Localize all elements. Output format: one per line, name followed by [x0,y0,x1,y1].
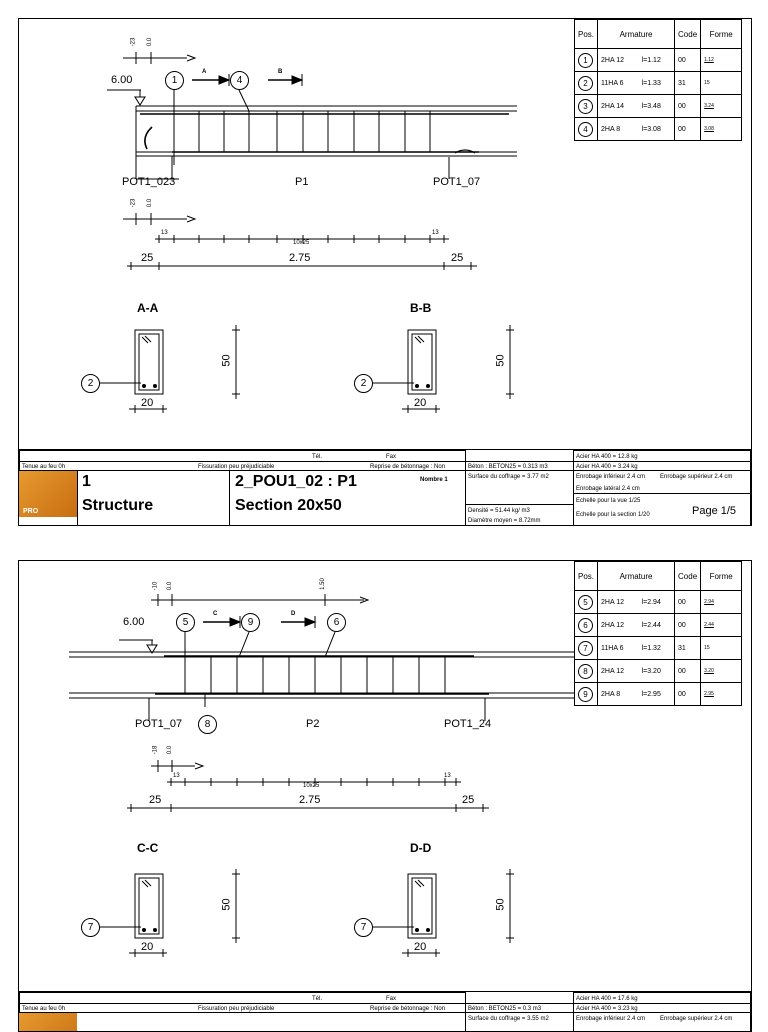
col-code: Code [675,20,701,49]
concrete-volume: Béton : BETON25 = 0.3 m3 [468,1006,542,1012]
steel-weight-2: Acier HA 400 = 3.24 kg [576,464,638,470]
cut-label: A [202,69,207,75]
view-scale: Echelle pour la vue 1/25 [576,498,641,504]
table-row[interactable] [575,118,742,141]
form-cell: 2.44 [701,614,742,637]
form-cell: 3.24 [701,95,742,118]
fax-label: Fax [386,454,397,460]
cover-top: Enrobage supérieur 2.4 cm [660,474,733,480]
length-cell: l=2.95 [639,683,675,706]
fax-label: Fax [386,996,397,1002]
cut-label: C [213,611,218,617]
concrete-volume: Béton : BETON25 = 0.313 m3 [468,464,548,470]
mid-dim-level: -18 [152,745,159,755]
section-label: Section 20x50 [235,497,342,514]
bar-marker[interactable]: 8 [198,715,217,734]
length-cell: l=2.94 [639,591,675,614]
pos-circle: 3 [578,99,593,114]
form-cell: 15 [701,637,742,660]
section-height: 50 [494,354,507,367]
quantity-label: Nombre 1 [420,477,448,483]
table-row[interactable] [575,72,742,95]
spacing-end-right: 13 [432,230,439,236]
section-title: A-A [137,301,159,315]
top-dim-end: 1.50 [319,578,326,590]
col-code: Code [675,562,701,591]
section-marker[interactable]: 2 [354,374,373,393]
armature-cell: 2HA 12 [598,591,639,614]
discipline-label: Structure [82,497,154,514]
app-logo [19,471,77,517]
tel-label: Tél. [312,996,323,1002]
length-cell: l=3.48 [639,95,675,118]
form-cell: 3.08 [701,118,742,141]
fire-rating: Tenue au feu 0h [22,1006,66,1012]
section-height: 50 [220,354,233,367]
overall-middle: 2.75 [299,794,321,806]
armature-cell: 2HA 12 [598,614,639,637]
code-cell: 00 [675,614,701,637]
cover-top: Enrobage supérieur 2.4 cm [660,1016,733,1022]
beam-name-label: P1 [295,176,309,188]
top-dim-zero: 0.0 [167,581,174,591]
table-row[interactable] [575,614,742,637]
section-height: 50 [220,898,233,911]
length-cell: l=1.12 [639,49,675,72]
mid-dim-level: -23 [130,198,137,208]
steel-weight-1: Acier HA 400 = 12.8 kg [576,454,638,460]
fire-rating: Tenue au feu 0h [22,464,66,470]
support-left-label: POT1_07 [135,718,183,730]
pos-circle: 5 [578,595,593,610]
spacing-end-right: 13 [444,773,451,779]
col-pos: Pos. [575,20,598,49]
col-forme: Forme [701,20,742,49]
col-forme: Forme [701,562,742,591]
overall-left: 25 [149,794,162,806]
concreting-joint: Reprise de bétonnage : Non [370,464,446,470]
cracking-class: Fissuration peu préjudiciable [198,1006,275,1012]
armature-cell: 2HA 8 [598,683,639,706]
support-right-label: POT1_07 [433,176,481,188]
table-row[interactable] [575,95,742,118]
spacing-end-left: 13 [173,773,180,779]
cut-label: B [278,69,283,75]
section-marker[interactable]: 7 [81,918,100,937]
col-armature: Armature [598,562,675,591]
cover-side: Enrobage latéral 2.4 cm [576,486,640,492]
top-dim-zero: 0.0 [147,37,154,47]
pos-circle: 1 [578,53,593,68]
table-row[interactable] [575,660,742,683]
cover-bottom: Enrobage inférieur 2.4 cm [576,474,646,480]
code-cell: 31 [675,72,701,95]
form-cell: 2.94 [701,591,742,614]
bar-marker[interactable]: 5 [176,613,195,632]
bar-marker[interactable]: 6 [327,613,346,632]
form-cell: 2.95 [701,683,742,706]
section-marker[interactable]: 2 [81,374,100,393]
tel-label: Tél. [312,454,323,460]
top-dim-level: -23 [130,37,137,47]
form-cell: 1.12 [701,49,742,72]
support-left-label: POT1_023 [122,176,176,188]
level-label: 6.00 [111,74,133,86]
armature-cell: 2HA 12 [598,660,639,683]
page-number: Page 1/5 [692,505,737,517]
overall-left: 25 [141,252,154,264]
rebar-table [574,561,742,706]
pos-circle: 8 [578,664,593,679]
rebar-table [574,19,742,141]
length-cell: l=1.33 [639,72,675,95]
bar-marker[interactable]: 9 [241,613,260,632]
section-width: 20 [141,941,154,953]
table-row[interactable] [575,591,742,614]
beam-elevation-drawing [19,561,574,991]
mean-diameter: Diamètre moyen = 8.72mm [468,518,541,524]
logo-text: PRO [23,508,39,515]
drawing-sheet-2 [18,560,752,1032]
armature-cell: 11HA 6 [598,72,639,95]
section-width: 20 [141,397,154,409]
pos-circle: 6 [578,618,593,633]
table-row[interactable] [575,637,742,660]
spacing-middle: 10x25 [293,240,310,246]
pos-circle: 2 [578,76,593,91]
beam-name-label: P2 [306,718,320,730]
top-dim-level: -10 [152,581,159,591]
section-marker[interactable]: 7 [354,918,373,937]
col-pos: Pos. [575,562,598,591]
armature-cell: 11HA 6 [598,637,639,660]
mid-dim-zero: 0.0 [167,745,174,755]
cracking-class: Fissuration peu préjudiciable [198,464,275,470]
pos-circle: 7 [578,641,593,656]
section-title: D-D [410,841,432,855]
spacing-middle: 10x25 [303,783,320,789]
code-cell: 00 [675,683,701,706]
table-row[interactable] [575,49,742,72]
length-cell: l=3.08 [639,118,675,141]
beam-elevation-drawing [19,19,574,449]
armature-cell: 2HA 14 [598,95,639,118]
support-right-label: POT1_24 [444,718,492,730]
table-row[interactable] [575,683,742,706]
overall-right: 25 [462,794,475,806]
cut-label: D [291,611,296,617]
cover-bottom: Enrobage inférieur 2.4 cm [576,1016,646,1022]
section-title: C-C [137,841,159,855]
section-scale: Echelle pour la section 1/20 [576,512,650,518]
length-cell: l=1.32 [639,637,675,660]
title-block [19,991,751,1032]
drawing-sheet-1 [18,18,752,526]
section-width: 20 [414,397,427,409]
code-cell: 00 [675,118,701,141]
density: Densité = 51.44 kg/ m3 [468,508,530,514]
spacing-end-left: 13 [161,230,168,236]
title-block [19,449,751,526]
pos-circle: 9 [578,687,593,702]
armature-cell: 2HA 12 [598,49,639,72]
col-armature: Armature [598,20,675,49]
steel-weight-1: Acier HA 400 = 17.6 kg [576,996,638,1002]
code-cell: 00 [675,95,701,118]
code-cell: 31 [675,637,701,660]
concreting-joint: Reprise de bétonnage : Non [370,1006,446,1012]
pos-circle: 4 [578,122,593,137]
section-width: 20 [414,941,427,953]
bar-marker[interactable]: 4 [230,71,249,90]
length-cell: l=3.20 [639,660,675,683]
section-height: 50 [494,898,507,911]
length-cell: l=2.44 [639,614,675,637]
overall-right: 25 [451,252,464,264]
mid-dim-zero: 0.0 [147,198,154,208]
formwork-area: Surface du coffrage = 3.77 m2 [468,474,549,480]
overall-middle: 2.75 [289,252,311,264]
code-cell: 00 [675,49,701,72]
section-title: B-B [410,301,432,315]
code-cell: 00 [675,591,701,614]
code-cell: 00 [675,660,701,683]
sheet-number: 1 [82,473,91,490]
level-label: 6.00 [123,616,145,628]
form-cell: 15 [701,72,742,95]
formwork-area: Surface du coffrage = 3.55 m2 [468,1016,549,1022]
bar-marker[interactable]: 1 [165,71,184,90]
armature-cell: 2HA 8 [598,118,639,141]
app-logo [19,1013,77,1032]
form-cell: 3.20 [701,660,742,683]
element-name: 2_POU1_02 : P1 [235,473,357,490]
steel-weight-2: Acier HA 400 = 3.23 kg [576,1006,638,1012]
